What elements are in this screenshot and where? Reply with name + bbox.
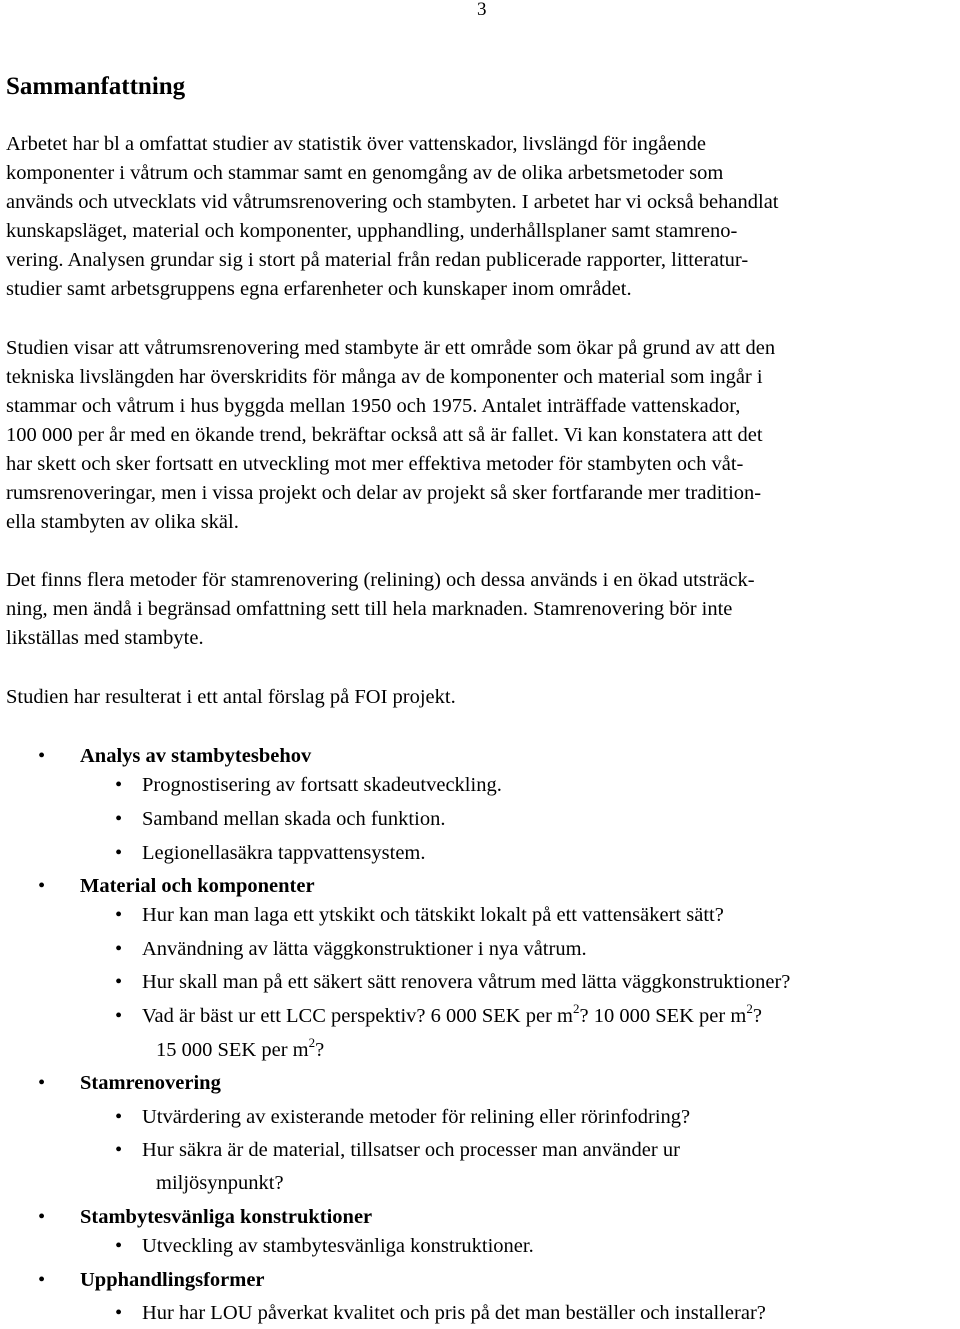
bullet-icon: • bbox=[115, 1139, 123, 1161]
paragraph-line: ella stambyten av olika skäl. bbox=[6, 511, 239, 533]
superscript-2: 2 bbox=[746, 1001, 753, 1016]
list-item: Hur kan man laga ett ytskikt och tätskikt lokalt på ett vattensäkert sätt? bbox=[142, 904, 724, 926]
bullet-icon: • bbox=[115, 1005, 123, 1027]
list-item: Prognostisering av fortsatt skadeutveckling. bbox=[142, 774, 502, 796]
lcc-text-line2: 15 000 SEK per m bbox=[156, 1039, 309, 1061]
bullet-icon: • bbox=[115, 904, 123, 926]
superscript-2: 2 bbox=[308, 1035, 316, 1050]
list-item: Utvärdering av existerande metoder för relining eller rörinfodring? bbox=[142, 1106, 691, 1128]
list-item-continuation bbox=[156, 1035, 324, 1065]
section-heading: Stambytesvänliga konstruktioner bbox=[80, 1206, 373, 1228]
paragraph-line: tekniska livslängden har överskridits för många av de komponenter och material som ingår i bbox=[6, 366, 763, 388]
bullet-icon: • bbox=[38, 1072, 46, 1094]
bullet-icon: • bbox=[115, 971, 123, 993]
bullet-icon: • bbox=[38, 1206, 46, 1228]
paragraph-line: används och utvecklats vid våtrumsrenovering och stambyten. I arbetet har vi också behandlat bbox=[6, 191, 779, 213]
list-item: Hur säkra är de material, tillsatser och processer man använder ur bbox=[142, 1139, 680, 1161]
section-heading: Analys av stambytesbehov bbox=[80, 745, 312, 767]
list-item: Legionellasäkra tappvattensystem. bbox=[142, 842, 426, 864]
paragraph-line: Studien har resulterat i ett antal förslag på FOI projekt. bbox=[6, 686, 456, 708]
lcc-text-line2-end: ? bbox=[315, 1039, 325, 1061]
bullet-icon: • bbox=[115, 938, 123, 960]
page-title: Sammanfattning bbox=[6, 73, 186, 100]
list-item-lcc bbox=[142, 1001, 762, 1031]
list-item-continuation: miljösynpunkt? bbox=[156, 1172, 284, 1194]
paragraph-line: komponenter i våtrum och stammar samt en genomgång av de olika arbetsmetoder som bbox=[6, 162, 724, 184]
paragraph-line: kunskapsläget, material och komponenter, upphandling, underhållsplaner samt stamreno- bbox=[6, 220, 738, 242]
paragraph-line: Arbetet har bl a omfattat studier av statistik över vattenskador, livslängd för ingående bbox=[6, 133, 706, 155]
paragraph-line: vering. Analysen grundar sig i stort på material från redan publicerade rapporter, litteratur- bbox=[6, 249, 749, 271]
paragraph-line: rumsrenoveringar, men i vissa projekt och delar av projekt så sker fortfarande mer tradition- bbox=[6, 482, 762, 504]
paragraph-line: Studien visar att våtrumsrenovering med stambyte är ett område som ökar på grund av att den bbox=[6, 337, 776, 359]
section-heading: Stamrenovering bbox=[80, 1072, 221, 1094]
bullet-icon: • bbox=[38, 1269, 46, 1291]
section-heading: Upphandlingsformer bbox=[80, 1269, 265, 1291]
list-item: Samband mellan skada och funktion. bbox=[142, 808, 446, 830]
superscript-2: 2 bbox=[572, 1001, 580, 1016]
paragraph-line: ning, men ändå i begränsad omfattning sett till hela marknaden. Stamrenovering bör inte bbox=[6, 598, 733, 620]
bullet-icon: • bbox=[115, 774, 123, 796]
paragraph-line: likställas med stambyte. bbox=[6, 627, 204, 649]
paragraph-2 bbox=[6, 334, 954, 537]
bullet-icon: • bbox=[38, 875, 46, 897]
bullet-icon: • bbox=[38, 745, 46, 767]
bullet-icon: • bbox=[115, 1302, 123, 1324]
list-item: Hur har LOU påverkat kvalitet och pris på det man beställer och installerar? bbox=[142, 1302, 766, 1324]
list-item: Användning av lätta väggkonstruktioner i nya våtrum. bbox=[142, 938, 587, 960]
paragraph-line: studier samt arbetsgruppens egna erfarenheter och kunskaper inom området. bbox=[6, 278, 632, 300]
paragraph-line: Det finns flera metoder för stamrenovering (relining) och dessa används i en ökad utsträck- bbox=[6, 569, 755, 591]
paragraph-3 bbox=[6, 566, 954, 653]
list-item: Hur skall man på ett säkert sätt renovera våtrum med lätta väggkonstruktioner? bbox=[142, 971, 791, 993]
paragraph-4 bbox=[6, 683, 954, 712]
page-number: 3 bbox=[477, 0, 487, 20]
paragraph-line: stammar och våtrum i hus byggda mellan 1950 och 1975. Antalet inträffade vattenskador, bbox=[6, 395, 741, 417]
bullet-icon: • bbox=[115, 1106, 123, 1128]
paragraph-line: har skett och sker fortsatt en utveckling mot mer effektiva metoder för stambyten och våt- bbox=[6, 453, 744, 475]
list-item: Utveckling av stambytesvänliga konstruktioner. bbox=[142, 1235, 534, 1257]
lcc-text-part1: Vad är bäst ur ett LCC perspektiv? 6 000 SEK per m bbox=[142, 1005, 573, 1027]
bullet-icon: • bbox=[115, 1235, 123, 1257]
paragraph-line: 100 000 per år med en ökande trend, bekräftar också att så är fallet. Vi kan konstatera att det bbox=[6, 424, 763, 446]
lcc-text-part2: ? 10 000 SEK per m bbox=[579, 1005, 747, 1027]
paragraph-1 bbox=[6, 130, 954, 304]
bullet-icon: • bbox=[115, 808, 123, 830]
lcc-text-part3: ? bbox=[752, 1005, 762, 1027]
bullet-icon: • bbox=[115, 842, 123, 864]
section-heading: Material och komponenter bbox=[80, 875, 315, 897]
